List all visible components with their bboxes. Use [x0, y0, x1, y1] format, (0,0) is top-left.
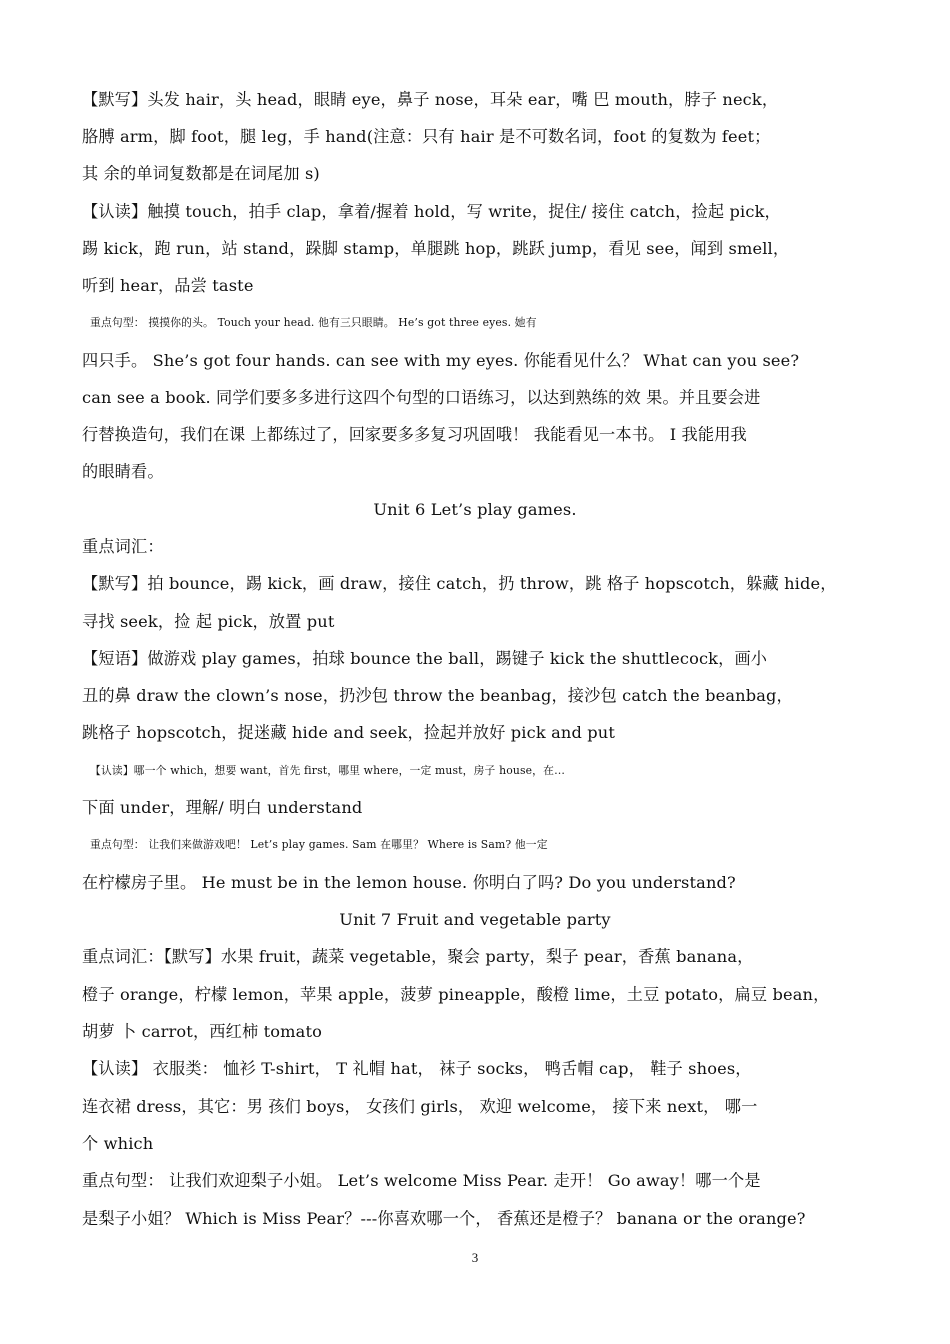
text-line: 【认读】哪一个 which，想要 want，首先 first，哪里 where，一定 must，房子 house，在… [90, 764, 566, 777]
text-line: 【认读】 衣服类： 恤衫 T-shirt， T 礼帽 hat， 袜子 socks， 鸭舌帽 cap， 鞋子 shoes， [82, 1059, 752, 1078]
text-line: 重点词汇：【默写】水果 fruit，蔬菜 vegetable，聚会 party，梨子 pear，香蕉 banana， [82, 947, 754, 966]
text-line: 踢 kick，跑 run，站 stand，跺脚 stamp，单腿跳 hop，跳跃 jump，看见 see，闻到 smell， [82, 239, 790, 258]
unit-heading: Unit 6 Let’s play games. [373, 500, 577, 519]
text-line: 重点词汇： [82, 537, 164, 556]
text-line: 【短语】做游戏 play games，拍球 bounce the ball，踢键子 kick the shuttlecock，画小 [82, 649, 768, 668]
text-line: 下面 under，理解/ 明白 understand [82, 798, 363, 817]
text-line: 行替换造句，我们在课 上都练过了，回家要多多复习巩固哦！ 我能看见一本书。 I 我能用我 [82, 425, 747, 444]
text-line: 在柠檬房子里。 He must be in the lemon house. 你明白了吗? Do you understand? [82, 873, 736, 892]
page-number: 3 [471, 1250, 479, 1265]
text-line: 是梨子小姐？ Which is Miss Pear？---你喜欢哪一个， 香蕉还是橙子？ banana or the orange? [82, 1209, 806, 1228]
text-line: 寻找 seek，捡 起 pick，放置 put [82, 612, 335, 631]
text-line: 重点句型： 让我们欢迎梨子小姐。 Let’s welcome Miss Pear. 走开！ Go away！哪一个是 [82, 1171, 761, 1190]
text-line: 【默写】头发 hair，头 head，眼睛 eye，鼻子 nose，耳朵 ear，嘴 巴 mouth，脖子 neck， [82, 90, 779, 109]
text-line: can see a book. 同学们要多多进行这四个句型的口语练习，以达到熟练的效 果。并且要会进 [82, 388, 761, 407]
text-line: 四只手。 She’s got four hands. can see with my eyes. 你能看见什么？ What can you see? [82, 351, 800, 370]
text-line: 橙子 orange，柠檬 lemon，苹果 apple，菠萝 pineapple，酸橙 lime，土豆 potato，扁豆 bean， [82, 985, 830, 1004]
text-line: 跳格子 hopscotch，捉迷藏 hide and seek，捡起并放好 pick and put [82, 723, 616, 742]
text-line: 丑的鼻 draw the clown’s nose，扔沙包 throw the beanbag，接沙包 catch the beanbag， [82, 686, 793, 705]
text-line: 重点句型： 让我们来做游戏吧！ Let’s play games. Sam 在哪里？ Where is Sam? 他一定 [90, 838, 548, 851]
text-line: 【认读】触摸 touch，拍手 clap，拿着/握着 hold，写 write，捉住/ 接住 catch，捡起 pick， [82, 202, 781, 221]
text-line: 【默写】拍 bounce，踢 kick，画 draw，接住 catch，扔 throw，跳 格子 hopscotch，躲藏 hide， [82, 574, 837, 593]
text-line: 连衣裙 dress，其它：男 孩们 boys， 女孩们 girls， 欢迎 welcome， 接下来 next， 哪一 [82, 1097, 758, 1116]
text-line: 胳膊 arm，脚 foot，腿 leg，手 hand(注意：只有 hair 是不可数名词，foot 的复数为 feet； [82, 127, 771, 146]
text-line: 听到 hear，品尝 taste [82, 276, 254, 295]
text-line: 重点句型： 摸摸你的头。 Touch your head. 他有三只眼睛。 He’s got three eyes. 她有 [90, 316, 537, 329]
text-line: 个 which [82, 1134, 154, 1153]
text-line: 的眼睛看。 [82, 462, 164, 481]
text-line: 其 余的单词复数都是在词尾加 s) [82, 164, 320, 183]
unit-heading: Unit 7 Fruit and vegetable party [339, 910, 611, 929]
text-line: 胡萝 卜 carrot，西红柿 tomato [82, 1022, 322, 1041]
